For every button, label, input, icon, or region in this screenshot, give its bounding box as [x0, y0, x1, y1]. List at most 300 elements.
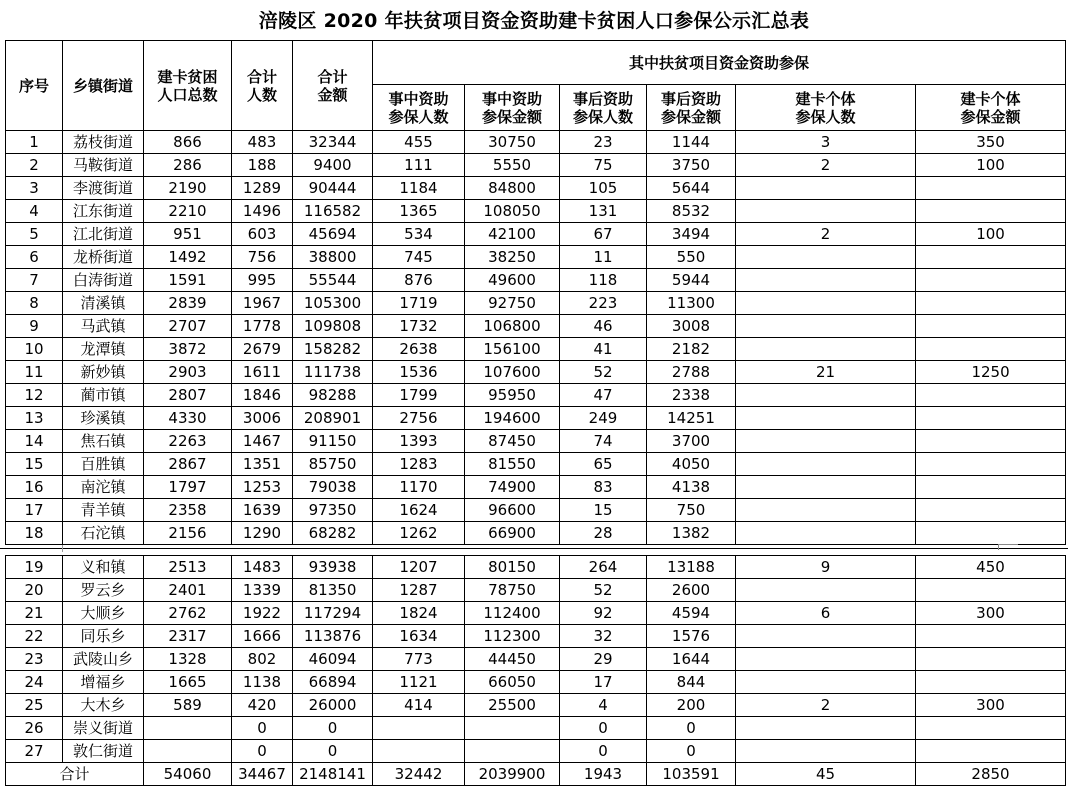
table-cell: 38800 [293, 246, 373, 269]
table-cell: 92750 [465, 292, 560, 315]
table-cell: 111738 [293, 361, 373, 384]
summary-table-part1 [5, 40, 1066, 545]
table-cell: 2182 [647, 338, 736, 361]
table-cell: 450 [916, 556, 1066, 579]
table-cell: 350 [916, 131, 1066, 154]
table-cell [916, 384, 1066, 407]
table-cell: 32442 [373, 763, 465, 786]
table-cell: 1483 [232, 556, 293, 579]
table-cell: 93938 [293, 556, 373, 579]
header-mid-people: 事中资助 参保人数 [373, 85, 465, 131]
table-cell: 131 [560, 200, 647, 223]
table-cell: 414 [373, 694, 465, 717]
table-cell: 4 [560, 694, 647, 717]
table-cell: 3700 [647, 430, 736, 453]
table-cell: 9400 [293, 154, 373, 177]
table-cell: 100 [916, 154, 1066, 177]
town-name: 龙潭镇 [63, 338, 144, 361]
table-cell: 11 [560, 246, 647, 269]
town-name: 清溪镇 [63, 292, 144, 315]
table-row [6, 648, 1066, 671]
table-cell [916, 338, 1066, 361]
table-cell: 80150 [465, 556, 560, 579]
town-name: 蔺市镇 [63, 384, 144, 407]
table-cell: 534 [373, 223, 465, 246]
table-cell [916, 740, 1066, 763]
table-cell [736, 177, 916, 200]
table-cell [144, 740, 232, 763]
table-cell: 108050 [465, 200, 560, 223]
table-cell: 41 [560, 338, 647, 361]
town-name: 马鞍街道 [63, 154, 144, 177]
table-cell: 0 [560, 717, 647, 740]
table-cell: 2156 [144, 522, 232, 545]
table-cell: 107600 [465, 361, 560, 384]
table-cell: 3006 [232, 407, 293, 430]
table-cell: 2867 [144, 453, 232, 476]
table-cell: 603 [232, 223, 293, 246]
table-cell [736, 671, 916, 694]
town-name: 珍溪镇 [63, 407, 144, 430]
table-cell: 11300 [647, 292, 736, 315]
table-cell: 1328 [144, 648, 232, 671]
table-row [6, 430, 1066, 453]
page-break-line [0, 548, 1068, 549]
table-cell: 1144 [647, 131, 736, 154]
page-title: 涪陵区 2020 年扶贫项目资金资助建卡贫困人口参保公示汇总表 [258, 10, 810, 32]
table-cell [916, 292, 1066, 315]
table-cell [736, 453, 916, 476]
header-post-amount: 事后资助 参保金额 [647, 85, 736, 131]
table-cell: 1634 [373, 625, 465, 648]
table-cell: 300 [916, 602, 1066, 625]
table-row [6, 476, 1066, 499]
table-cell: 26000 [293, 694, 373, 717]
table-cell: 455 [373, 131, 465, 154]
table-row [6, 177, 1066, 200]
row-index: 24 [6, 671, 63, 694]
row-index: 16 [6, 476, 63, 499]
table-cell: 75 [560, 154, 647, 177]
table-cell: 109808 [293, 315, 373, 338]
table-cell: 32 [560, 625, 647, 648]
table-cell: 0 [232, 740, 293, 763]
table-cell: 2707 [144, 315, 232, 338]
table-cell: 2 [736, 223, 916, 246]
table-row [6, 246, 1066, 269]
table-cell: 420 [232, 694, 293, 717]
row-index: 1 [6, 131, 63, 154]
town-name: 青羊镇 [63, 499, 144, 522]
table-row [6, 694, 1066, 717]
row-index: 15 [6, 453, 63, 476]
town-name: 马武镇 [63, 315, 144, 338]
table-cell: 47 [560, 384, 647, 407]
row-index: 14 [6, 430, 63, 453]
table-cell: 98288 [293, 384, 373, 407]
table-cell [736, 407, 916, 430]
table-cell: 802 [232, 648, 293, 671]
table-cell: 103591 [647, 763, 736, 786]
table-cell [736, 740, 916, 763]
row-index: 22 [6, 625, 63, 648]
table-cell [736, 648, 916, 671]
table-row [6, 338, 1066, 361]
row-index: 8 [6, 292, 63, 315]
table-cell: 68282 [293, 522, 373, 545]
table-cell [736, 246, 916, 269]
row-index: 25 [6, 694, 63, 717]
table-cell: 44450 [465, 648, 560, 671]
town-name: 南沱镇 [63, 476, 144, 499]
table-cell: 1287 [373, 579, 465, 602]
table-cell: 1492 [144, 246, 232, 269]
table-cell: 46 [560, 315, 647, 338]
table-cell: 223 [560, 292, 647, 315]
table-row [6, 315, 1066, 338]
table-cell [736, 499, 916, 522]
table-cell: 65 [560, 453, 647, 476]
page-break-marker [998, 544, 999, 550]
table-cell: 1824 [373, 602, 465, 625]
table-cell [916, 671, 1066, 694]
table-cell: 1624 [373, 499, 465, 522]
table-cell [916, 177, 1066, 200]
table-cell: 45 [736, 763, 916, 786]
table-cell: 2638 [373, 338, 465, 361]
table-cell [916, 246, 1066, 269]
table-cell: 87450 [465, 430, 560, 453]
table-cell: 1382 [647, 522, 736, 545]
table-cell: 55544 [293, 269, 373, 292]
table-cell: 66050 [465, 671, 560, 694]
table-cell: 81550 [465, 453, 560, 476]
table-cell [916, 269, 1066, 292]
table-cell: 2850 [916, 763, 1066, 786]
table-cell: 106800 [465, 315, 560, 338]
table-cell: 1797 [144, 476, 232, 499]
table-row [6, 407, 1066, 430]
table-cell: 112400 [465, 602, 560, 625]
row-index: 5 [6, 223, 63, 246]
table-cell: 1184 [373, 177, 465, 200]
table-cell: 188 [232, 154, 293, 177]
table-cell: 17 [560, 671, 647, 694]
table-cell [736, 579, 916, 602]
table-cell: 2210 [144, 200, 232, 223]
table-cell: 1666 [232, 625, 293, 648]
table-row [6, 154, 1066, 177]
table-cell: 116582 [293, 200, 373, 223]
row-index: 23 [6, 648, 63, 671]
table-cell: 15 [560, 499, 647, 522]
town-name: 江东街道 [63, 200, 144, 223]
page-break-marker [62, 545, 63, 552]
table-row [6, 131, 1066, 154]
table-cell: 1170 [373, 476, 465, 499]
row-index: 3 [6, 177, 63, 200]
table-cell: 83 [560, 476, 647, 499]
table-cell: 300 [916, 694, 1066, 717]
table-cell: 1290 [232, 522, 293, 545]
table-cell: 91150 [293, 430, 373, 453]
row-index: 21 [6, 602, 63, 625]
table-row [6, 361, 1066, 384]
table-cell: 2788 [647, 361, 736, 384]
table-cell: 995 [232, 269, 293, 292]
table-cell: 249 [560, 407, 647, 430]
row-index: 13 [6, 407, 63, 430]
table-cell: 756 [232, 246, 293, 269]
table-cell: 2 [736, 694, 916, 717]
table-cell: 81350 [293, 579, 373, 602]
table-cell: 5550 [465, 154, 560, 177]
town-name: 李渡街道 [63, 177, 144, 200]
row-index: 7 [6, 269, 63, 292]
row-index: 26 [6, 717, 63, 740]
town-name: 百胜镇 [63, 453, 144, 476]
table-cell: 1536 [373, 361, 465, 384]
table-cell [373, 740, 465, 763]
table-cell [916, 476, 1066, 499]
table-row [6, 453, 1066, 476]
table-cell [736, 338, 916, 361]
table-cell: 745 [373, 246, 465, 269]
table-cell: 0 [293, 717, 373, 740]
table-cell: 1207 [373, 556, 465, 579]
table-cell: 105 [560, 177, 647, 200]
table-cell: 194600 [465, 407, 560, 430]
table-cell: 1253 [232, 476, 293, 499]
table-cell: 2338 [647, 384, 736, 407]
table-cell [916, 579, 1066, 602]
header-post-people: 事后资助 参保人数 [560, 85, 647, 131]
table-cell: 1576 [647, 625, 736, 648]
row-index: 20 [6, 579, 63, 602]
table-cell: 84800 [465, 177, 560, 200]
table-cell: 113876 [293, 625, 373, 648]
table-cell: 2679 [232, 338, 293, 361]
table-cell: 49600 [465, 269, 560, 292]
table-cell [736, 625, 916, 648]
table-cell: 1262 [373, 522, 465, 545]
table-cell: 21 [736, 361, 916, 384]
table-cell: 1591 [144, 269, 232, 292]
town-name: 崇义街道 [63, 717, 144, 740]
table-cell: 4138 [647, 476, 736, 499]
table-cell [465, 717, 560, 740]
summary-table-part2 [5, 555, 1066, 786]
table-cell: 200 [647, 694, 736, 717]
table-cell: 118 [560, 269, 647, 292]
table-row [6, 292, 1066, 315]
town-name: 武陵山乡 [63, 648, 144, 671]
table-cell [916, 407, 1066, 430]
table-cell: 1922 [232, 602, 293, 625]
table-cell [916, 522, 1066, 545]
table-cell: 1644 [647, 648, 736, 671]
table-cell: 14251 [647, 407, 736, 430]
table-cell: 3872 [144, 338, 232, 361]
table-cell: 95950 [465, 384, 560, 407]
table-cell: 85750 [293, 453, 373, 476]
table-cell: 23 [560, 131, 647, 154]
table-cell: 2401 [144, 579, 232, 602]
header-ind-amount: 建卡个体 参保金额 [916, 85, 1066, 131]
table-cell: 866 [144, 131, 232, 154]
table-cell: 2513 [144, 556, 232, 579]
table-cell: 54060 [144, 763, 232, 786]
table-cell: 78750 [465, 579, 560, 602]
table-cell [736, 200, 916, 223]
table-cell: 6 [736, 602, 916, 625]
town-name: 江北街道 [63, 223, 144, 246]
total-row [6, 763, 1066, 786]
table-cell: 1138 [232, 671, 293, 694]
table-cell: 1365 [373, 200, 465, 223]
row-index: 4 [6, 200, 63, 223]
table-row [6, 499, 1066, 522]
table-cell: 2039900 [465, 763, 560, 786]
table-cell: 2600 [647, 579, 736, 602]
table-cell: 3 [736, 131, 916, 154]
town-name: 白涛街道 [63, 269, 144, 292]
town-name: 大顺乡 [63, 602, 144, 625]
table-cell: 1611 [232, 361, 293, 384]
table-cell: 1250 [916, 361, 1066, 384]
header-sum-amount: 合计 金额 [293, 41, 373, 131]
table-cell: 13188 [647, 556, 736, 579]
table-cell: 0 [560, 740, 647, 763]
table-cell: 30750 [465, 131, 560, 154]
table-cell: 0 [232, 717, 293, 740]
table-cell: 92 [560, 602, 647, 625]
table-cell: 1283 [373, 453, 465, 476]
table-cell: 4330 [144, 407, 232, 430]
table-cell: 67 [560, 223, 647, 246]
table-cell: 4050 [647, 453, 736, 476]
row-index: 2 [6, 154, 63, 177]
table-cell: 3008 [647, 315, 736, 338]
table-cell [916, 200, 1066, 223]
table-cell: 1639 [232, 499, 293, 522]
table-cell [373, 717, 465, 740]
table-cell: 1289 [232, 177, 293, 200]
row-index: 17 [6, 499, 63, 522]
table-cell [916, 499, 1066, 522]
table-cell: 32344 [293, 131, 373, 154]
table-cell: 264 [560, 556, 647, 579]
table-cell: 117294 [293, 602, 373, 625]
table-cell: 1467 [232, 430, 293, 453]
row-index: 11 [6, 361, 63, 384]
table-cell: 1846 [232, 384, 293, 407]
table-cell: 52 [560, 579, 647, 602]
table-row [6, 625, 1066, 648]
table-cell [736, 430, 916, 453]
table-cell: 1351 [232, 453, 293, 476]
row-index: 12 [6, 384, 63, 407]
table-cell: 66894 [293, 671, 373, 694]
table-row [6, 717, 1066, 740]
table-cell: 1778 [232, 315, 293, 338]
table-cell: 1496 [232, 200, 293, 223]
town-name: 敦仁街道 [63, 740, 144, 763]
table-cell: 1967 [232, 292, 293, 315]
table-cell: 90444 [293, 177, 373, 200]
table-cell: 96600 [465, 499, 560, 522]
table-cell: 158282 [293, 338, 373, 361]
table-cell [736, 384, 916, 407]
table-cell: 208901 [293, 407, 373, 430]
table-cell: 46094 [293, 648, 373, 671]
table-cell: 1339 [232, 579, 293, 602]
table-cell: 45694 [293, 223, 373, 246]
town-name: 增福乡 [63, 671, 144, 694]
table-cell [916, 625, 1066, 648]
table-cell: 2756 [373, 407, 465, 430]
table-cell: 112300 [465, 625, 560, 648]
table-cell: 2807 [144, 384, 232, 407]
table-cell: 2 [736, 154, 916, 177]
table-cell: 589 [144, 694, 232, 717]
header-total-pop: 建卡贫困 人口总数 [144, 41, 232, 131]
table-cell: 1121 [373, 671, 465, 694]
table-cell: 876 [373, 269, 465, 292]
header-seq: 序号 [6, 41, 63, 131]
table-cell: 105300 [293, 292, 373, 315]
town-name: 焦石镇 [63, 430, 144, 453]
table-cell: 74900 [465, 476, 560, 499]
table-cell: 2148141 [293, 763, 373, 786]
table-cell: 2317 [144, 625, 232, 648]
total-label: 合计 [6, 763, 144, 786]
table-cell [916, 430, 1066, 453]
table-row [6, 269, 1066, 292]
table-row [6, 740, 1066, 763]
table-cell: 1799 [373, 384, 465, 407]
table-row [6, 200, 1066, 223]
row-index: 6 [6, 246, 63, 269]
table-cell: 111 [373, 154, 465, 177]
row-index: 27 [6, 740, 63, 763]
table-cell: 5944 [647, 269, 736, 292]
table-cell: 1732 [373, 315, 465, 338]
town-name: 龙桥街道 [63, 246, 144, 269]
table-cell: 750 [647, 499, 736, 522]
table-row [6, 602, 1066, 625]
table-cell: 74 [560, 430, 647, 453]
header-group: 其中扶贫项目资金资助参保 [373, 41, 1066, 85]
town-name: 同乐乡 [63, 625, 144, 648]
table-cell: 2903 [144, 361, 232, 384]
table-cell: 97350 [293, 499, 373, 522]
table-row [6, 384, 1066, 407]
table-cell: 42100 [465, 223, 560, 246]
table-cell [736, 717, 916, 740]
table-cell [916, 453, 1066, 476]
row-index: 9 [6, 315, 63, 338]
town-name: 义和镇 [63, 556, 144, 579]
table-cell [916, 648, 1066, 671]
table-cell: 66900 [465, 522, 560, 545]
table-cell: 0 [647, 740, 736, 763]
table-row [6, 579, 1066, 602]
table-cell: 2263 [144, 430, 232, 453]
table-cell: 4594 [647, 602, 736, 625]
header-mid-amount: 事中资助 参保金额 [465, 85, 560, 131]
table-cell: 483 [232, 131, 293, 154]
